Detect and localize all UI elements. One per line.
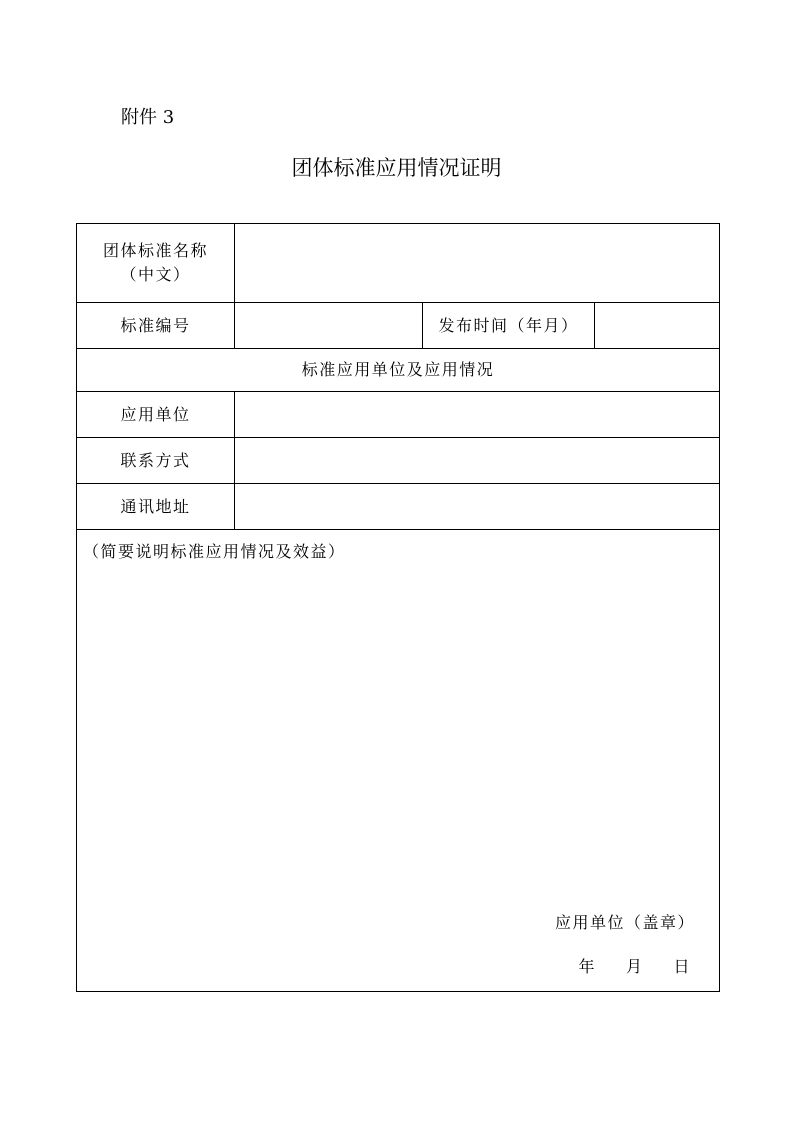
standard-name-row	[77, 224, 720, 303]
date-month-label: 月	[625, 957, 644, 976]
contact-field[interactable]	[235, 438, 720, 484]
standard-name-field[interactable]	[235, 224, 720, 303]
standard-number-label: 标准编号	[77, 303, 235, 349]
address-row	[77, 484, 720, 530]
certificate-form-table	[76, 223, 720, 992]
contact-row	[77, 438, 720, 484]
attachment-label: 附件 3	[121, 107, 175, 128]
date-year-label: 年	[578, 957, 596, 976]
date-day-label: 日	[673, 957, 692, 976]
description-row	[77, 530, 720, 992]
description-field[interactable]	[77, 530, 720, 992]
section-heading-row	[77, 349, 720, 392]
contact-label: 联系方式	[77, 438, 235, 484]
document-title: 团体标准应用情况证明	[291, 156, 502, 180]
stamp-label: 应用单位（盖章）	[555, 913, 696, 932]
standard-number-field[interactable]	[235, 303, 423, 349]
section-heading: 标准应用单位及应用情况	[77, 349, 720, 392]
address-label: 通讯地址	[77, 484, 235, 530]
description-hint: （简要说明标准应用情况及效益）	[83, 542, 346, 561]
release-time-field[interactable]	[595, 303, 720, 349]
date-line	[578, 955, 691, 979]
address-field[interactable]	[235, 484, 720, 530]
standard-name-label	[77, 224, 235, 303]
standard-name-label-line2: （中文）	[120, 265, 191, 284]
applicant-unit-label: 应用单位	[77, 392, 235, 438]
standard-name-label-line1: 团体标准名称	[102, 241, 208, 260]
standard-number-row	[77, 303, 720, 349]
applicant-unit-field[interactable]	[235, 392, 720, 438]
applicant-unit-row	[77, 392, 720, 438]
release-time-label: 发布时间（年月）	[423, 303, 595, 349]
